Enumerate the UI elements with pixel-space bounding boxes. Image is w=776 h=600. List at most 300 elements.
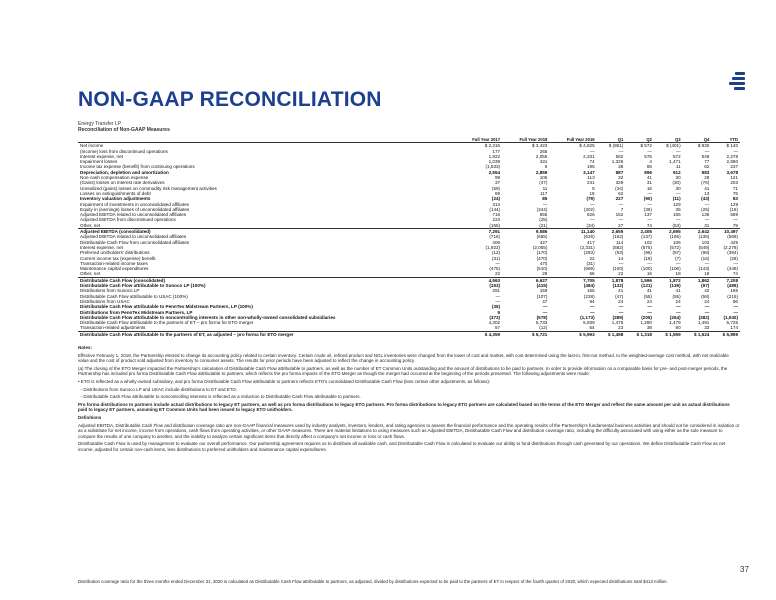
row-value: — xyxy=(647,201,652,207)
row-value: $ (401) xyxy=(666,143,681,149)
row-value: (19) xyxy=(729,206,738,212)
row-value: — xyxy=(733,304,738,310)
row-value: (107) xyxy=(536,293,548,299)
row-value: 4,563 xyxy=(455,277,502,283)
row-value: — xyxy=(704,260,710,266)
row-value: — xyxy=(495,293,501,299)
row-value: — xyxy=(542,309,548,315)
row-value: $ 1,318 xyxy=(625,331,654,337)
note-bullet: ◦ Distributable Cash Flow attributable to noncontrolling interests is reflected as a reduction to Distributable Cash Flow attributable to partners. xyxy=(78,394,361,400)
page-title: NON-GAAP RECONCILIATION xyxy=(78,88,382,111)
note-inventory-policy: Effective February 1, 2018, the Partnership elected to change its accounting policy related to certain inventory. Certain crude oil, refined product and NGL inventories were changed from the lower of cost and market, with cost determined using the last-in, first-out method, to the weighted-average cost method, with net realizable value and the cost of product sold adjusted from inventory to consumer assets. The results for prior periods have been adjusted to reflect the change in accounting policy. xyxy=(78,352,729,364)
row-value: 24 xyxy=(675,298,681,304)
row-value: 105 xyxy=(539,175,548,181)
row-value: — xyxy=(618,148,624,154)
row-value: 329 xyxy=(615,180,624,186)
row-value: 16 xyxy=(646,271,652,277)
row-value: 57 xyxy=(494,325,501,331)
row-value: 47 xyxy=(542,298,548,304)
row-value: 887 xyxy=(615,169,624,175)
row-value: 121 xyxy=(730,175,738,181)
row-value: (489) xyxy=(727,283,738,289)
notes-section xyxy=(78,345,740,455)
row-value: (1,833) xyxy=(485,164,501,170)
row-value: (35) xyxy=(491,304,501,310)
row-label: (Gains) losses on interest rate derivatives xyxy=(80,180,165,186)
row-value: 16 xyxy=(646,185,652,191)
row-value: $ 4,359 xyxy=(455,331,502,337)
row-value: (106) xyxy=(669,266,681,272)
row-value: — xyxy=(647,260,652,266)
row-value: $ 1,524 xyxy=(683,331,712,337)
row-value: — xyxy=(542,304,548,310)
row-value: 22 xyxy=(494,271,501,277)
row-value: 2,859 xyxy=(535,169,548,175)
row-label: Transaction-related income taxes xyxy=(80,260,148,266)
row-label: Adjusted EBITDA related to unconsolidated affiliates xyxy=(80,234,187,240)
row-value: — xyxy=(618,217,624,223)
row-label: Transaction-related adjustments xyxy=(80,325,146,331)
row-value: (170) xyxy=(536,250,548,256)
page-number: 37 xyxy=(740,565,749,574)
row-value: — xyxy=(676,304,681,310)
row-value: 2,055 xyxy=(535,153,548,159)
row-value: — xyxy=(676,309,681,315)
row-value: 7 xyxy=(620,206,624,212)
row-value: — xyxy=(733,260,738,266)
note-eto-merger: (a) The closing of the ETO Merger impacted the Partnership's calculation of Distributable Cash Flow attributable to partners, as well as the number of ET Common Units outstanding and the amount of distributions to be paid to partners. In order to provide information on a comparable basis for pre- and post-merger periods, the Partnership has included pro forma Distributable Cash Flow attributable to partners, which reflects the pro forma impacts of the ETO Merger as though the merger had occurred at the beginning of the periods presented. The following adjustments were made: xyxy=(78,365,728,377)
row-value: — xyxy=(618,260,624,266)
row-value: 1,325 xyxy=(611,159,624,165)
row-value: — xyxy=(704,309,710,315)
row-value: 18 xyxy=(675,271,681,277)
row-value: 129 xyxy=(672,201,681,207)
row-value: 1,471 xyxy=(669,159,681,165)
row-value: (2,055) xyxy=(532,244,548,250)
table-row xyxy=(78,331,740,337)
row-value: 102 xyxy=(644,239,652,245)
row-value: 83 xyxy=(732,196,738,202)
row-label: Depreciation, depletion and amortization xyxy=(80,169,169,175)
row-value: 31 xyxy=(646,180,652,186)
row-value: 28 xyxy=(542,271,548,277)
row-value: (47) xyxy=(539,180,548,186)
row-value: (31) xyxy=(491,255,501,261)
row-value: 1,280 xyxy=(640,320,652,326)
row-value: (143) xyxy=(698,266,710,272)
row-value: $ 5,899 xyxy=(711,331,740,337)
row-value: (135) xyxy=(698,234,710,240)
row-value: 79 xyxy=(732,222,738,228)
row-value: 11,140 xyxy=(549,229,596,235)
row-value: (98) xyxy=(701,250,710,256)
row-label: Distributable Cash Flow attributable to Sunoco LP (100%) xyxy=(80,283,206,289)
row-value: 80 xyxy=(675,325,681,331)
row-value: 24 xyxy=(704,298,710,304)
row-value: — xyxy=(733,309,738,315)
row-value: 2,880 xyxy=(726,159,738,165)
row-value: 62 xyxy=(704,164,710,170)
row-value: (53) xyxy=(672,222,681,228)
row-label: Distributable Cash Flow from unconsolidated affiliates xyxy=(80,239,190,245)
row-value: (572) xyxy=(669,244,681,250)
row-value: 37 xyxy=(494,180,501,186)
row-value: 417 xyxy=(586,239,595,245)
row-value: — xyxy=(676,217,681,223)
row-value: 7,208 xyxy=(711,277,740,283)
row-value: 5 xyxy=(544,164,548,170)
row-value: (1,040) xyxy=(723,314,738,320)
row-value: (1,922) xyxy=(485,244,501,250)
row-label: Interest expense, net xyxy=(80,244,123,250)
row-label: Unrealized (gains) losses on commodity risk management activities xyxy=(80,185,217,191)
row-value: — xyxy=(618,201,624,207)
row-value: 313 xyxy=(492,201,501,207)
row-value: 22 xyxy=(618,271,624,277)
row-value: 54 xyxy=(589,325,595,331)
row-value: 113 xyxy=(587,175,595,181)
notes-heading: Notes: xyxy=(78,345,93,350)
row-value: 1,475 xyxy=(611,320,624,326)
row-value: 117 xyxy=(540,190,548,196)
row-label: Non-cash compensation expense xyxy=(80,175,149,181)
row-value: 165 xyxy=(730,288,738,294)
row-value: (47) xyxy=(615,293,624,299)
header-cell: Q2 xyxy=(625,137,654,143)
row-label: Distributable Cash Flow attributable to noncontrolling interests in other non-wholly-owned consolidated subsidiaries xyxy=(80,314,336,320)
row-value: (25) xyxy=(539,217,548,223)
row-label: Adjusted EBITDA from discontinued operations xyxy=(80,217,176,223)
row-value: 203 xyxy=(730,180,738,186)
row-value: 14 xyxy=(618,255,624,261)
row-value: (24) xyxy=(491,196,501,202)
row-value: (76) xyxy=(701,180,710,186)
row-value: 129 xyxy=(730,201,738,207)
row-value: 23 xyxy=(618,325,624,331)
row-value: 406 xyxy=(492,239,501,245)
row-value: $ 2,315 xyxy=(484,143,501,149)
row-value: 13 xyxy=(704,190,710,196)
row-value: — xyxy=(647,304,652,310)
row-value: (655) xyxy=(536,234,548,240)
row-value: (137) xyxy=(641,234,652,240)
row-value: (2,331) xyxy=(580,244,595,250)
row-value: (28) xyxy=(729,255,738,261)
row-value: — xyxy=(590,217,595,223)
row-value: (384) xyxy=(727,250,738,256)
row-value: 9,586 xyxy=(502,229,549,235)
row-label: Distributable Cash Flow attributable to USAC (100%) xyxy=(80,293,188,299)
row-value: 1,491 xyxy=(697,320,710,326)
row-value: 74 xyxy=(589,159,595,165)
row-value: 177 xyxy=(492,148,501,154)
row-value: 5 xyxy=(592,185,595,191)
row-value: (283) xyxy=(583,250,595,256)
row-value: 589 xyxy=(730,212,738,218)
row-value: 41 xyxy=(704,185,710,191)
row-value: 159 xyxy=(539,288,548,294)
row-value: 77 xyxy=(704,159,710,165)
row-value: 6,627 xyxy=(502,277,549,283)
note-bullet-text: ETO is reflected as a wholly-owned subsidiary, and pro forma Distributable Cash Flow attributable to partners reflects ETO's consolidated Distributable Cash Flow (less certain other adjustments, as follows): xyxy=(80,378,491,384)
row-value: 18 xyxy=(589,190,595,196)
row-value: 2,554 xyxy=(488,169,501,175)
row-value: 30 xyxy=(675,175,681,181)
row-value: (228) xyxy=(583,293,595,299)
row-label: Preferred unitholders' distributions xyxy=(80,250,150,256)
row-value: 265 xyxy=(539,148,548,154)
row-value: 18 xyxy=(704,271,710,277)
row-value: (96) xyxy=(643,250,652,256)
row-value: (55) xyxy=(643,293,652,299)
row-value: (31) xyxy=(586,260,595,266)
row-value: 2,278 xyxy=(726,153,738,159)
row-value: (132) xyxy=(612,283,624,289)
header-cell: Q3 xyxy=(654,137,683,143)
row-value: 3,147 xyxy=(583,169,595,175)
row-value: (582) xyxy=(612,244,624,250)
row-value: (575) xyxy=(641,244,652,250)
row-value: — xyxy=(704,148,710,154)
row-value: 2,642 xyxy=(683,229,712,235)
row-value: (97) xyxy=(701,283,710,289)
row-value: 425 xyxy=(730,239,738,245)
row-value: (373) xyxy=(489,314,501,320)
row-value: 24 xyxy=(646,298,652,304)
row-value: (484) xyxy=(583,283,595,289)
row-value: 575 xyxy=(644,153,652,159)
row-value: 103 xyxy=(701,239,710,245)
row-value: 223 xyxy=(492,217,501,223)
row-value: — xyxy=(733,148,738,154)
row-value: — xyxy=(704,217,710,223)
row-value: 2,331 xyxy=(583,153,595,159)
definitions-text: Adjusted EBITDA, Distributable Cash Flow and distribution coverage ratio are non-GAAP financial measures used by industry analysts, investors, lenders, and rating agencies to assess the financial performance and the operating results of the Partnership's fundamental business activities and should not be considered in isolation or as a substitute for net income, income from operations, cash flows from operating activities, or other GAAP measures. There are material limitations to using measures such as Adjusted EBITDA, Distributable Cash Flow and distribution coverage ratio, including the difficulty associated with using either as the sole measure to compare the results of one company to another, and the inability to analyze certain significant items that directly affect a company's net income or loss or cash flows. xyxy=(78,422,740,439)
row-value: (475) xyxy=(489,266,501,272)
row-value: 85 xyxy=(542,196,548,202)
row-label: Other, net xyxy=(80,271,101,277)
header-cell: Q1 xyxy=(597,137,626,143)
row-value: (58) xyxy=(701,293,710,299)
row-value: 195 xyxy=(586,164,595,170)
row-value: (34) xyxy=(586,222,595,228)
table-body xyxy=(78,143,740,337)
row-value: 152 xyxy=(615,212,624,218)
row-value: (11) xyxy=(672,196,681,202)
row-value: $ 140 xyxy=(726,143,738,149)
row-label: Distributable Cash Flow attributable to the partners of ET, as adjusted – pro forma for ETO merger xyxy=(78,331,455,337)
row-value: — xyxy=(590,304,595,310)
row-value: 41 xyxy=(675,288,681,294)
row-value: $ 1,559 xyxy=(654,331,683,337)
row-value: 1,862 xyxy=(683,277,712,283)
row-value: 431 xyxy=(539,159,548,165)
row-value: 1,596 xyxy=(625,277,654,283)
row-value: 241 xyxy=(586,180,595,186)
row-value: 165 xyxy=(586,288,595,294)
row-value: (589) xyxy=(727,234,738,240)
row-value: 33 xyxy=(704,325,710,331)
row-value: 549 xyxy=(701,153,710,159)
row-value: 62 xyxy=(618,190,624,196)
row-value: 237 xyxy=(730,164,738,170)
row-value: (55) xyxy=(672,293,681,299)
row-label: Adjusted EBITDA related to unconsolidated affiliates xyxy=(80,212,187,218)
row-value: — xyxy=(495,260,501,266)
row-value: 137 xyxy=(644,212,652,218)
row-value: 4,302 xyxy=(488,320,501,326)
note-pro-forma: Pro forma distributions to partners include actual distributions to legacy ET partners, as well as pro forma distributions to legacy ETO partners. Pro forma distributions to legacy ETO partners are calculated based on the terms of the ETO Merger and reflect the same amount per unit as actual distributions paid to legacy ET partners, assuming ET Common Units had been issued to legacy ETO unitholders. xyxy=(78,401,730,413)
row-value: 427 xyxy=(539,239,548,245)
note-bullet: • ETO is reflected as a wholly-owned subsidiary, and pro forma Distributable Cash Flow attributable to partners reflects ETO's consolidated Distributable Cash Flow (less certain other adjustments, as follows): xyxy=(78,378,491,384)
row-value: 9 xyxy=(497,309,501,315)
row-label: Equity in (earnings) losses of unconsolidated affiliates xyxy=(80,206,190,212)
row-value: (59) xyxy=(491,185,501,191)
row-label: Adjusted EBITDA (consolidated) xyxy=(78,229,455,235)
row-value: (1,173) xyxy=(580,314,595,320)
row-value: — xyxy=(542,201,548,207)
row-label: Maintenance capital expenditures xyxy=(80,266,149,272)
row-value: (16) xyxy=(701,255,710,261)
row-value: 5,725 xyxy=(726,320,738,326)
row-value: — xyxy=(704,304,710,310)
row-value: — xyxy=(676,148,681,154)
row-label: Distributable Cash Flow attributable to PennTex Midstream Partners, LP (100%) xyxy=(80,304,253,310)
row-value: 4 xyxy=(649,159,652,165)
row-value: $ 4,825 xyxy=(579,143,595,149)
row-value: 86 xyxy=(646,164,652,170)
row-value: (97) xyxy=(672,250,681,256)
header-cell: Q4 xyxy=(683,137,712,143)
header-cell: YTD xyxy=(711,137,740,143)
row-value: (90) xyxy=(643,196,652,202)
row-value: — xyxy=(647,148,652,154)
row-value: 1,872 xyxy=(654,277,683,283)
row-value: 66 xyxy=(589,271,595,277)
row-value: 27 xyxy=(618,222,624,228)
row-value: (578) xyxy=(536,314,548,320)
row-value: 626 xyxy=(586,212,595,218)
row-value: — xyxy=(495,298,501,304)
row-value: 165 xyxy=(672,212,681,218)
energy-transfer-logo-icon xyxy=(729,72,745,92)
row-value: — xyxy=(647,309,652,315)
row-value: $ 830 xyxy=(697,143,710,149)
row-value: 42 xyxy=(704,288,710,294)
row-value: — xyxy=(618,304,624,310)
row-value: 28 xyxy=(704,175,710,181)
row-value: (7) xyxy=(675,255,681,261)
row-value: (155) xyxy=(489,222,501,228)
row-value: 41 xyxy=(646,175,652,181)
row-value: $ 5,721 xyxy=(502,331,549,337)
row-label: Impairment of investments in unconsolidated affiliates xyxy=(80,201,189,207)
row-value: 24 xyxy=(618,298,624,304)
note-bullet: ◦ Distributions from Sunoco LP and USAC include distributions to ET and ETO. xyxy=(78,386,238,392)
row-value: 30 xyxy=(675,185,681,191)
row-value: (344) xyxy=(536,206,548,212)
row-value: 96 xyxy=(732,298,738,304)
row-value: 11 xyxy=(542,185,548,191)
row-value: 291 xyxy=(492,288,501,294)
row-value: $ (861) xyxy=(608,143,624,149)
row-value: (25) xyxy=(701,206,710,212)
row-value: (153) xyxy=(489,283,501,289)
row-value: 2,695 xyxy=(654,229,683,235)
row-value: (152) xyxy=(612,234,624,240)
row-value: (205) xyxy=(641,314,652,320)
row-value: 174 xyxy=(730,325,738,331)
header-cell: Full Year 2017 xyxy=(455,137,502,143)
row-value: 11 xyxy=(675,164,681,170)
row-value: (282) xyxy=(698,314,710,320)
row-value: 135 xyxy=(701,212,710,218)
row-value: 655 xyxy=(539,212,548,218)
row-value: (470) xyxy=(536,255,548,261)
row-value: (121) xyxy=(641,283,652,289)
table-title: Reconciliation of Non-GAAP Measures xyxy=(78,127,170,133)
reconciliation-table xyxy=(78,137,740,337)
row-value: 74 xyxy=(732,271,738,277)
row-label: Distributions from Sunoco LP xyxy=(80,288,140,294)
row-value: 2,405 xyxy=(625,229,654,235)
row-value: 38 xyxy=(618,164,624,170)
row-value: $ 3,423 xyxy=(532,143,548,149)
row-value: 41 xyxy=(618,288,624,294)
row-value: (34) xyxy=(615,185,624,191)
row-label: Current income tax (expense) benefit xyxy=(80,255,156,261)
row-label: Losses on extinguishments of debt xyxy=(80,190,151,196)
row-value: (19) xyxy=(643,255,652,261)
row-value: (12) xyxy=(491,250,501,256)
row-value: — xyxy=(590,148,595,154)
note-bullet-text: Distributable Cash Flow attributable to noncontrolling interests is reflected as a reduction to Distributable Cash Flow attributable to partners. xyxy=(83,394,361,400)
row-label: Income tax expense (benefit) from continuing operations xyxy=(80,164,195,170)
row-value: (93) xyxy=(615,250,624,256)
row-value: 1,479 xyxy=(669,320,681,326)
row-value: (669) xyxy=(583,266,595,272)
row-value: (264) xyxy=(669,314,681,320)
row-value: 572 xyxy=(672,153,681,159)
row-value: 7,291 xyxy=(455,229,502,235)
row-value: 1,878 xyxy=(597,277,626,283)
row-value: (716) xyxy=(489,234,501,240)
row-value: — xyxy=(590,309,595,315)
row-value: (510) xyxy=(536,266,548,272)
row-value: 1,039 xyxy=(488,159,501,165)
definitions-heading: Definitions xyxy=(78,414,102,420)
row-value: — xyxy=(704,201,710,207)
row-label: (Income) loss from discontinued operations xyxy=(80,148,168,154)
row-label: Distributable Cash Flow attributable to the partners of ET – pro forma for ETO merger xyxy=(80,320,254,326)
row-value: (2,278) xyxy=(723,244,738,250)
row-value: 35 xyxy=(675,206,681,212)
row-value: (165) xyxy=(669,234,681,240)
row-value: (626) xyxy=(583,234,595,240)
company-name: Energy Transfer LP xyxy=(78,121,122,127)
row-value: (549) xyxy=(698,244,710,250)
row-value: 10,497 xyxy=(711,229,740,235)
row-value: 106 xyxy=(672,239,681,245)
row-value: $ 572 xyxy=(640,143,652,149)
row-value: (43) xyxy=(701,196,710,202)
note-bullet-text: Distributions from Sunoco LP and USAC include distributions to ET and ETO. xyxy=(83,386,238,392)
row-value: 94 xyxy=(589,298,595,304)
row-value: (30) xyxy=(672,180,681,186)
row-value: (144) xyxy=(489,206,501,212)
row-label: Impairment losses xyxy=(80,159,118,165)
row-value: (36) xyxy=(643,206,652,212)
